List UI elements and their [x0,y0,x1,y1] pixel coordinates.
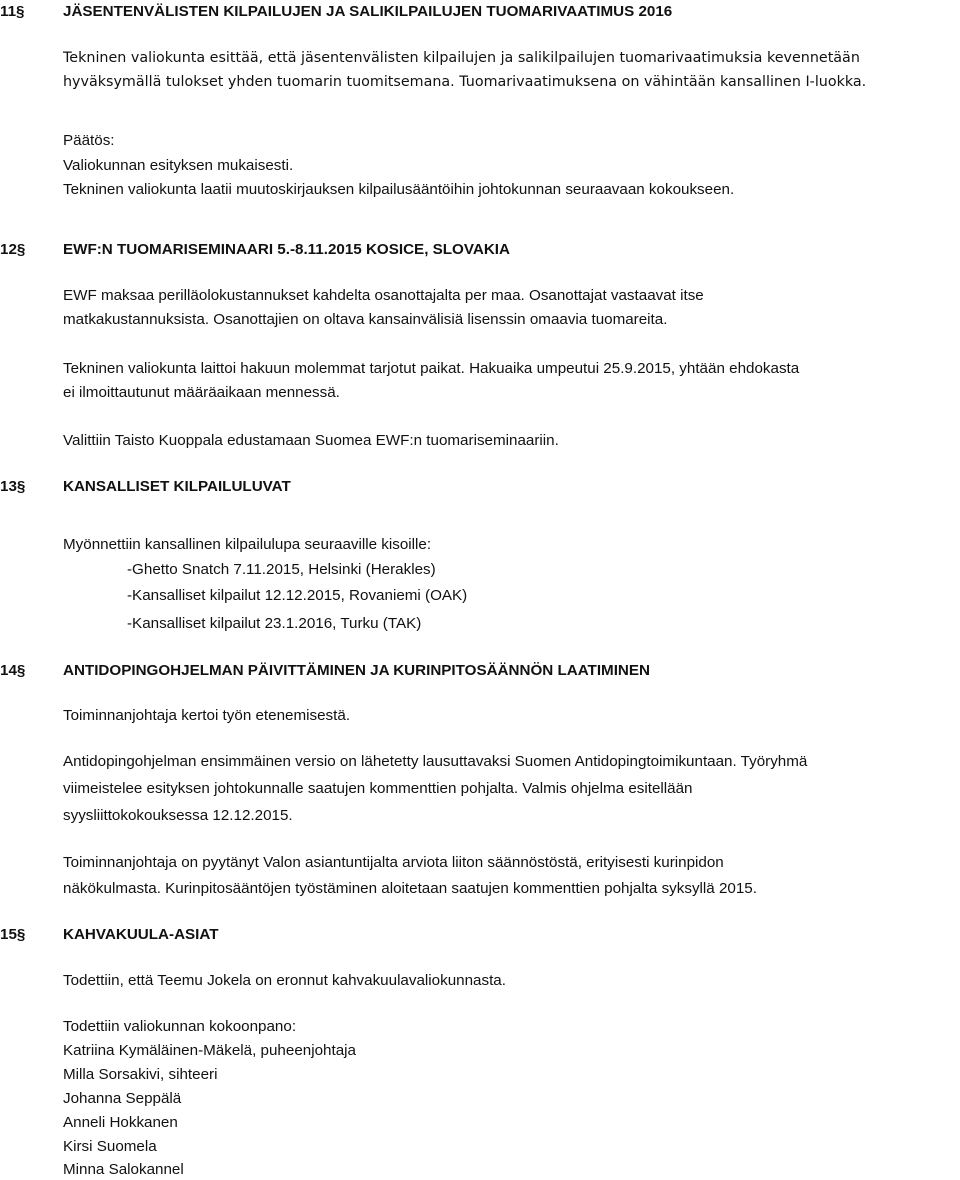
paragraph-line: Tekninen valiokunta laittoi hakuun molemmat tarjotut paikat. Hakuaika umpeutui 25.9.2015, yhtään ehdokasta [63,360,800,377]
paragraph-line: Valiokunnan esityksen mukaisesti. [63,157,294,174]
paragraph-line: EWF maksaa perilläolokustannukset kahdelta osanottajalta per maa. Osanottajat vastaavat itse [63,287,704,304]
decision-label: Päätös: [63,132,115,149]
section-title: KANSALLISET KILPAILULUVAT [63,478,291,495]
member-item: Anneli Hokkanen [63,1114,178,1131]
list-item: -Ghetto Snatch 7.11.2015, Helsinki (Herakles) [127,561,436,578]
section-number: 12§ [0,241,26,258]
section-number: 11§ [0,3,25,20]
member-item: Katriina Kymäläinen-Mäkelä, puheenjohtaja [63,1042,356,1059]
paragraph-line: näkökulmasta. Kurinpitosääntöjen työstäminen aloitetaan saatujen kommenttien pohjalta syksyllä 2015. [63,880,757,897]
list-item: -Kansalliset kilpailut 23.1.2016, Turku (TAK) [127,615,422,632]
paragraph-line: hyväksymällä tulokset yhden tuomarin tuomitsemana. Tuomarivaatimuksena on vähintään kansallinen I-luokka. [63,74,867,90]
paragraph-line: matkakustannuksista. Osanottajien on oltava kansainvälisiä lisenssin omaavia tuomareita. [63,311,668,328]
paragraph-line: ei ilmoittautunut määräaikaan mennessä. [63,384,340,401]
list-item: -Kansalliset kilpailut 12.12.2015, Rovaniemi (OAK) [127,587,468,604]
section-number: 13§ [0,478,26,495]
paragraph-line: Tekninen valiokunta esittää, että jäsentenvälisten kilpailujen ja salikilpailujen tuomarivaatimuksia kevennetään [63,50,860,66]
paragraph-line: Toiminnanjohtaja kertoi työn etenemisestä. [63,707,351,724]
paragraph-line: Antidopingohjelman ensimmäinen versio on lähetetty lausuttavaksi Suomen Antidopingtoimikuntaan. Työryhmä [63,753,808,770]
paragraph-line: Todettiin, että Teemu Jokela on eronnut kahvakuulavaliokunnasta. [63,972,506,989]
paragraph-line: Myönnettiin kansallinen kilpailulupa seuraaville kisoille: [63,536,432,553]
section-title: JÄSENTENVÄLISTEN KILPAILUJEN JA SALIKILPAILUJEN TUOMARIVAATIMUS 2016 [63,3,673,20]
section-number: 14§ [0,662,26,679]
section-title: EWF:N TUOMARISEMINAARI 5.-8.11.2015 KOSICE, SLOVAKIA [63,241,510,258]
member-item: Kirsi Suomela [63,1138,157,1155]
paragraph-line: Tekninen valiokunta laatii muutoskirjauksen kilpailusääntöihin johtokunnan seuraavaan kokoukseen. [63,181,735,198]
paragraph-line: viimeistelee esityksen johtokunnalle saatujen kommenttien pohjalta. Valmis ohjelma esitellään [63,780,693,797]
member-item: Minna Salokannel [63,1161,184,1178]
paragraph-line: syysliittokokouksessa 12.12.2015. [63,807,293,824]
paragraph-line: Toiminnanjohtaja on pyytänyt Valon asiantuntijalta arviota liiton säännöstöstä, erityisesti kurinpidon [63,854,724,871]
member-item: Johanna Seppälä [63,1090,182,1107]
section-title: ANTIDOPINGOHJELMAN PÄIVITTÄMINEN JA KURINPITOSÄÄNNÖN LAATIMINEN [63,662,650,679]
paragraph-line: Todettiin valiokunnan kokoonpano: [63,1018,297,1035]
member-item: Milla Sorsakivi, sihteeri [63,1066,218,1083]
paragraph-line: Valittiin Taisto Kuoppala edustamaan Suomea EWF:n tuomariseminaariin. [63,432,559,449]
section-number: 15§ [0,926,26,943]
section-title: KAHVAKUULA-ASIAT [63,926,219,943]
